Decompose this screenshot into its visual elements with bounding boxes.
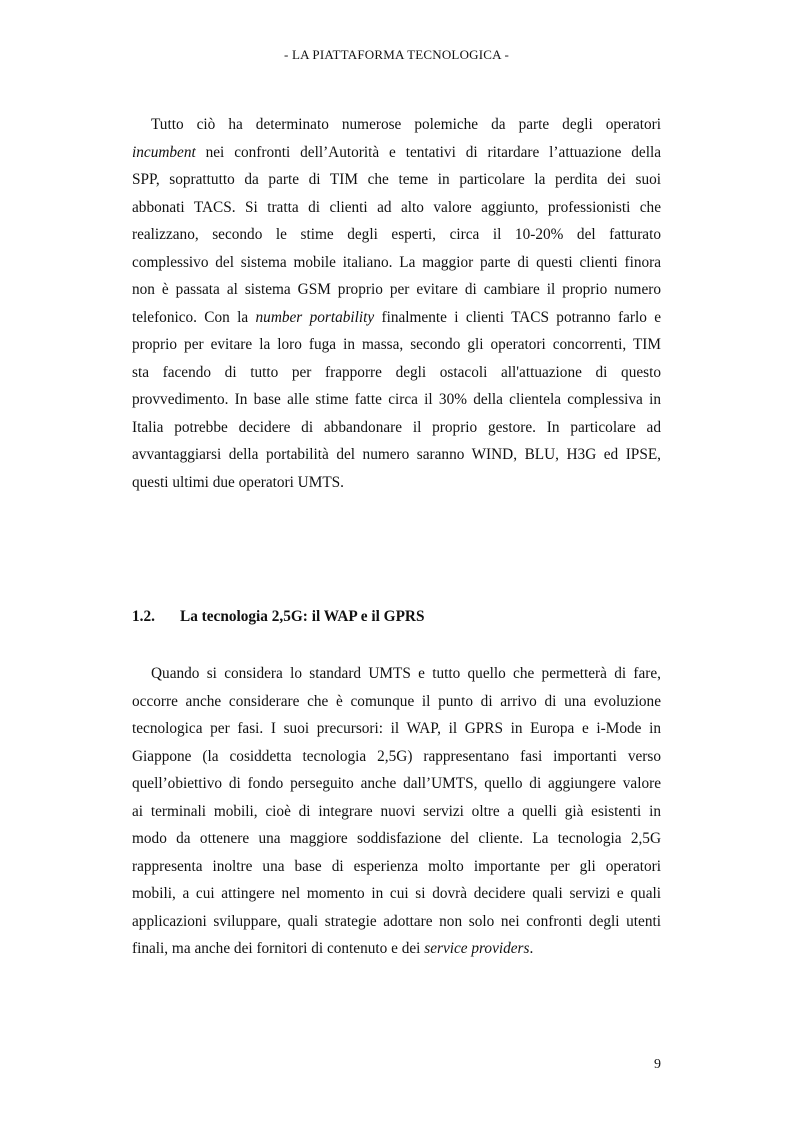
text-line xyxy=(132,798,661,826)
text-line xyxy=(132,249,661,277)
text-line xyxy=(132,908,661,936)
text-run: complessivo del sistema mobile italiano. La maggior parte di questi clienti finora xyxy=(132,253,661,271)
text-run: non è passata al sistema GSM proprio per evitare di cambiare il proprio numero xyxy=(132,281,661,298)
text-run: finalmente i clienti TACS potranno farlo e xyxy=(374,308,661,326)
text-run: questi ultimi due operatori UMTS. xyxy=(132,473,345,491)
text-run: nei confronti dell’Autorità e tentativi di ritardare l’attuazione della xyxy=(195,143,661,161)
italic-text: incumbent xyxy=(132,143,196,161)
text-run: telefonico. Con la xyxy=(132,308,256,326)
text-run: provvedimento. In base alle stime fatte circa il 30% della clientela complessiva in xyxy=(132,391,661,408)
text-run: Tutto ciò ha determinato numerose polemiche da parte degli operatori xyxy=(151,116,661,133)
section-title: La tecnologia 2,5G: il WAP e il GPRS xyxy=(180,608,425,625)
text-run: sta facendo di tutto per frapporre degli ostacoli all'attuazione di questo xyxy=(132,363,661,381)
text-line xyxy=(132,111,661,139)
text-line xyxy=(132,386,661,414)
text-line xyxy=(132,688,661,716)
paragraph-2 xyxy=(132,660,661,963)
page-number: 9 xyxy=(654,1057,661,1072)
text-line xyxy=(132,276,661,304)
text-line xyxy=(132,414,661,442)
text-line xyxy=(132,441,661,469)
text-run: Italia potrebbe decidere di abbandonare il proprio gestore. In particolare ad xyxy=(132,418,661,436)
text-run: occorre anche considerare che è comunque il punto di arrivo di una evoluzione xyxy=(132,692,661,710)
text-run: tecnologica per fasi. I suoi precursori: il WAP, il GPRS in Europa e i-Mode in xyxy=(132,720,661,737)
text-line xyxy=(132,743,661,771)
paragraph-1 xyxy=(132,111,661,496)
text-line xyxy=(132,331,661,359)
text-line xyxy=(132,935,661,963)
text-run: quell’obiettivo di fondo perseguito anche dall’UMTS, quello di aggiungere valore xyxy=(132,775,661,792)
text-run: modo da ottenere una maggiore soddisfazione del cliente. La tecnologia 2,5G xyxy=(132,830,661,847)
italic-text: service providers xyxy=(424,940,530,957)
text-line xyxy=(132,359,661,387)
text-run: applicazioni sviluppare, quali strategie adottare non solo nei confronti degli utenti xyxy=(132,912,661,930)
text-run: finali, ma anche dei fornitori di contenuto e dei xyxy=(132,940,425,957)
text-line xyxy=(132,166,661,194)
text-run: mobili, a cui attingere nel momento in cui si dovrà decidere quali servizi e quali xyxy=(132,885,661,902)
text-run: realizzano, secondo le stime degli esperti, circa il 10-20% del fatturato xyxy=(132,226,661,243)
text-run: avvantaggiarsi della portabilità del numero saranno WIND, BLU, H3G ed IPSE, xyxy=(132,446,661,463)
text-run: . xyxy=(529,940,534,957)
text-line xyxy=(132,139,661,167)
text-line xyxy=(132,304,661,332)
text-run: Quando si considera lo standard UMTS e tutto quello che permetterà di fare, xyxy=(151,665,661,682)
text-line xyxy=(132,770,661,798)
text-line xyxy=(132,825,661,853)
text-line xyxy=(132,880,661,908)
text-run: Giappone (la cosiddetta tecnologia 2,5G) rappresentano fasi importanti verso xyxy=(132,747,661,765)
section-heading xyxy=(132,608,424,626)
text-line xyxy=(132,469,661,497)
text-line xyxy=(132,853,661,881)
text-run: SPP, soprattutto da parte di TIM che teme in particolare la perdita dei suoi xyxy=(132,171,661,188)
running-header: - LA PIATTAFORMA TECNOLOGICA - xyxy=(283,47,509,62)
text-line xyxy=(132,715,661,743)
text-run: ai terminali mobili, cioè di integrare nuovi servizi oltre a quelli già esistenti in xyxy=(132,802,661,820)
text-run: rappresenta inoltre una base di esperienza molto importante per gli operatori xyxy=(132,857,661,875)
section-number: 1.2. xyxy=(132,608,155,625)
text-run: abbonati TACS. Si tratta di clienti ad alto valore aggiunto, professionisti che xyxy=(132,198,661,216)
italic-text: number portability xyxy=(255,308,375,326)
text-line xyxy=(132,194,661,222)
text-line xyxy=(132,221,661,249)
text-line xyxy=(132,660,661,688)
text-run: proprio per evitare la loro fuga in massa, secondo gli operatori concorrenti, TIM xyxy=(132,336,661,353)
